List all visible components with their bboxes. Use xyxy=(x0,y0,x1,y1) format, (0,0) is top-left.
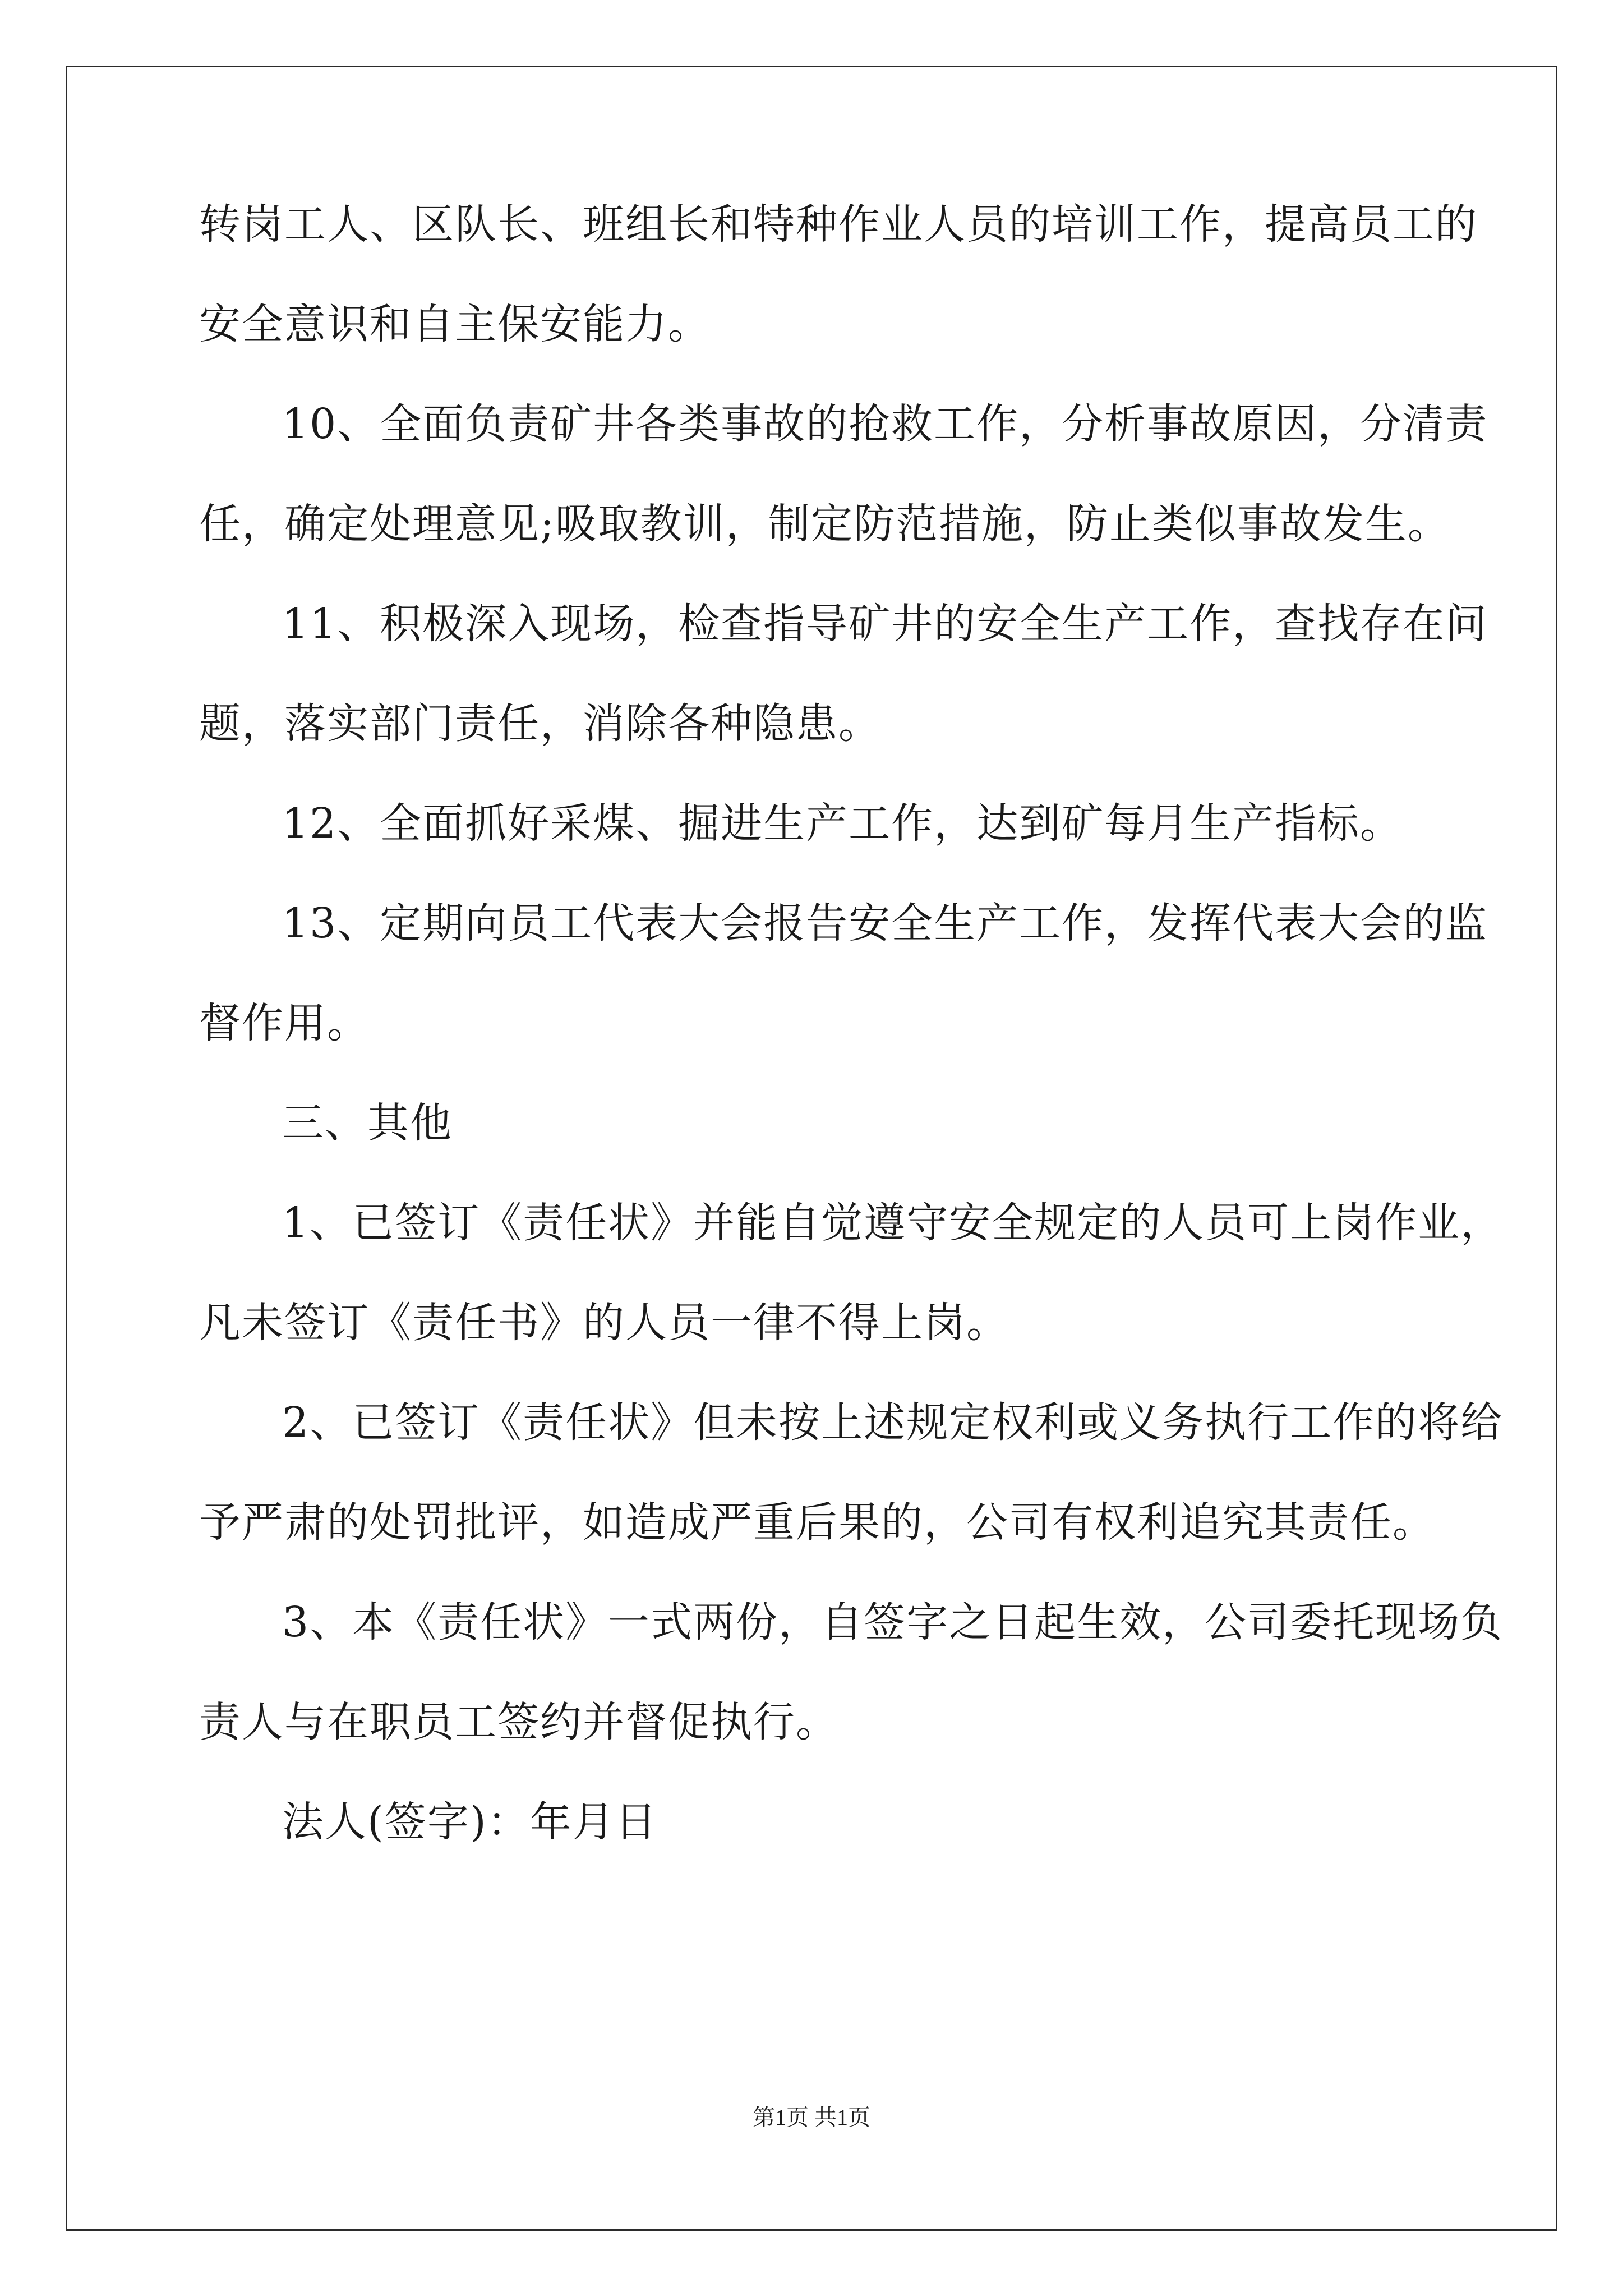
text-line-6: 题，落实部门责任，消除各种隐患。 xyxy=(199,700,881,748)
page-footer: 第1页 共1页 xyxy=(753,2105,870,2130)
signature-line: 法人(签字)：年月日 xyxy=(282,1798,658,1846)
text-line-2: 安全意识和自主保安能力。 xyxy=(199,300,711,348)
text-line-8: 13、定期向员工代表大会报告安全生产工作，发挥代表大会的监 xyxy=(282,899,1488,947)
text-line-9: 督作用。 xyxy=(199,999,370,1047)
text-line-4: 任，确定处理意见;吸取教训，制定防范措施，防止类似事故发生。 xyxy=(199,500,1450,548)
text-line-1: 转岗工人、区队长、班组长和特种作业人员的培训工作，提高员工的 xyxy=(199,200,1478,249)
text-line-11: 1、已签订《责任状》并能自觉遵守安全规定的人员可上岗作业， xyxy=(282,1199,1504,1247)
text-line-14: 予严肃的处罚批评，如造成严重后果的，公司有权利追究其责任。 xyxy=(199,1498,1435,1547)
text-line-12: 凡未签订《责任书》的人员一律不得上岗。 xyxy=(199,1299,1009,1347)
text-line-13: 2、已签订《责任状》但未按上述规定权利或义务执行工作的将给 xyxy=(282,1398,1504,1447)
text-line-5: 11、积极深入现场，检查指导矿井的安全生产工作，查找存在问 xyxy=(282,600,1488,648)
text-line-16: 责人与在职员工签约并督促执行。 xyxy=(199,1698,838,1746)
section-heading: 三、其他 xyxy=(282,1099,453,1147)
text-line-15: 3、本《责任状》一式两份，自签字之日起生效，公司委托现场负 xyxy=(282,1598,1504,1646)
text-line-7: 12、全面抓好采煤、掘进生产工作，达到矿每月生产指标。 xyxy=(282,799,1403,848)
text-line-3: 10、全面负责矿井各类事故的抢救工作，分析事故原因，分清责 xyxy=(282,400,1488,448)
